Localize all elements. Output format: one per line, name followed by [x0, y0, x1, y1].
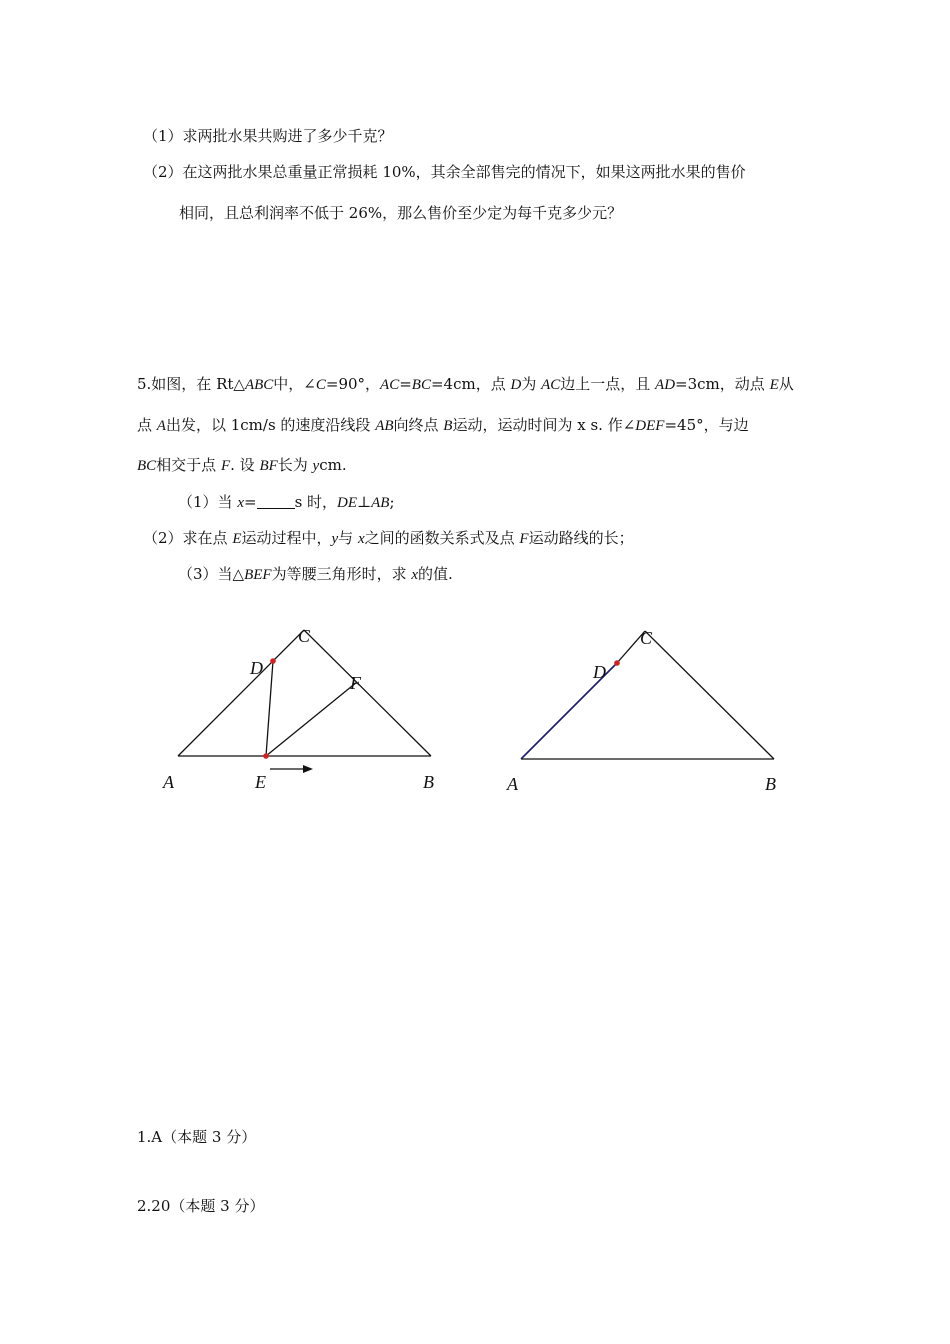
q5-stem-line2: 点 A出发，以 1cm/s 的速度沿线段 AB向终点 B运动，运动时间为 x s. 作∠DEF=45°，与边: [137, 416, 749, 434]
label-c: C: [640, 628, 653, 648]
label-d: D: [593, 662, 606, 682]
label-d: D: [250, 658, 263, 678]
q5-subquestion-2: （2）求在点 E运动过程中，y与 x之间的函数关系式及点 F运动路线的长；: [143, 529, 634, 547]
q4-part2-line2: 相同，且总利润率不低于 26%，那么售价至少定为每千克多少元？: [179, 204, 623, 222]
label-f: F: [350, 673, 361, 693]
segment-ac: [178, 630, 304, 756]
figure-2: [521, 631, 774, 759]
arrowhead: [303, 765, 313, 773]
point-e-marker: [263, 753, 269, 759]
answer-2: 2.20（本题 3 分）: [137, 1197, 265, 1215]
label-e: E: [255, 772, 266, 792]
label-a: A: [507, 774, 518, 794]
label-b: B: [423, 772, 434, 792]
segment-de: [266, 661, 273, 756]
segment-bc: [304, 630, 431, 756]
label-a: A: [163, 772, 174, 792]
segment-bc: [645, 631, 774, 759]
q4-part2-line1: （2）在这两批水果总重量正常损耗 10%，其余全部售完的情况下，如果这两批水果的售价: [143, 163, 746, 181]
q5-stem-line1: 5.如图，在 Rt△ABC中，∠C=90°，AC=BC=4cm，点 D为 AC边上一点，且 AD=3cm，动点 E从: [137, 375, 794, 393]
q5-stem-line3: BC相交于点 F. 设 BF长为 ycm.: [137, 456, 347, 474]
label-b: B: [765, 774, 776, 794]
q5-subquestion-1: （1）当 x= s 时，DE⊥AB;: [178, 493, 395, 511]
q4-part1: （1）求两批水果共购进了多少千克？: [143, 127, 393, 145]
answer-1: 1.A（本题 3 分）: [137, 1128, 257, 1146]
q5-subquestion-3: （3）当△BEF为等腰三角形时，求 x的值.: [178, 565, 453, 583]
label-c: C: [298, 626, 311, 646]
segment-ef: [266, 682, 357, 756]
figure-1: [178, 630, 431, 773]
point-d-marker: [270, 658, 276, 664]
point-d-marker: [614, 660, 620, 666]
